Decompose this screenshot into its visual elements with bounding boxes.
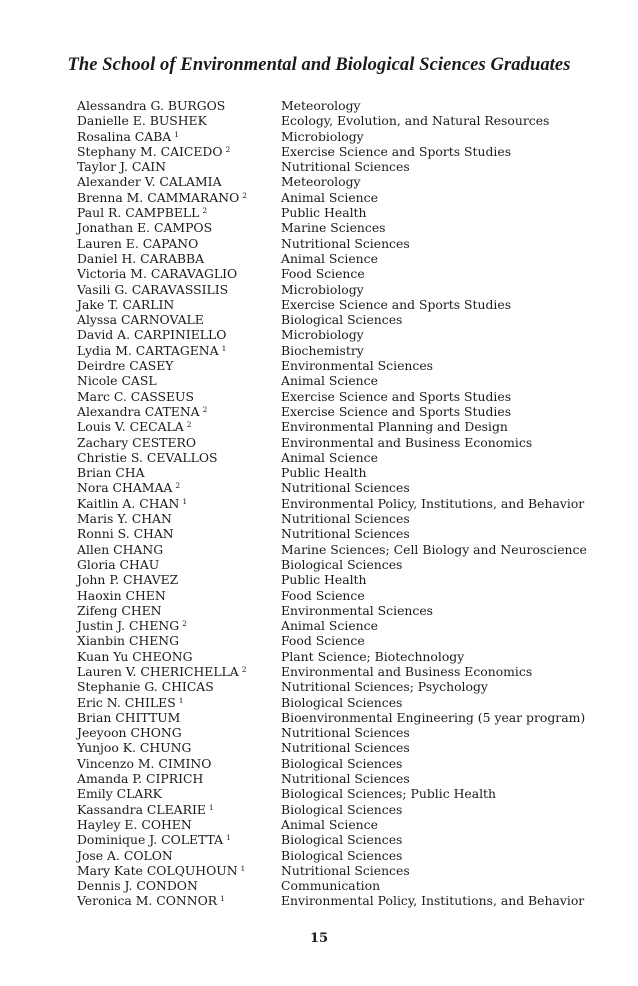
graduate-name-cell [77,725,281,740]
graduate-row [77,174,597,189]
footnote-marker: 1 [220,894,225,904]
graduate-row [77,618,597,633]
graduate-name: Yunjoo K. CHUNG [77,740,192,756]
graduate-name-cell [77,633,281,648]
graduate-major: Ecology, Evolution, and Natural Resources [281,113,550,129]
graduate-row [77,496,597,511]
graduate-row [77,511,597,526]
graduate-name: Maris Y. CHAN [77,511,172,527]
graduate-major: Meteorology [281,174,361,190]
graduate-row [77,817,597,832]
graduate-row [77,649,597,664]
graduate-name: Taylor J. CAIN [77,159,167,175]
graduate-name: Amanda P. CIPRICH [77,771,204,787]
graduate-name-cell [77,205,281,220]
graduate-row [77,220,597,235]
graduate-name-cell [77,878,281,893]
graduate-name: Nora CHAMAA [77,480,173,496]
graduate-name-cell [77,771,281,786]
graduate-name-cell [77,236,281,251]
graduate-row [77,266,597,281]
graduate-name-cell [77,297,281,312]
graduate-name-cell [77,863,281,878]
graduate-major: Meteorology [281,98,361,113]
graduate-row [77,312,597,327]
graduate-row [77,786,597,801]
footnote-marker: 1 [174,129,180,139]
graduate-name-cell [77,511,281,526]
footnote-marker: 2 [202,206,208,216]
graduate-name-cell [77,557,281,572]
graduate-major: Biological Sciences [281,847,403,863]
graduate-row [77,572,597,587]
graduate-name: Brian CHA [77,465,145,481]
graduate-row [77,740,597,755]
graduate-name: Xianbin CHENG [77,633,180,649]
graduate-major: Animal Science [281,816,378,832]
graduate-name-cell [77,786,281,801]
graduate-name: Kaitlin A. CHAN [77,495,180,511]
graduate-major: Biological Sciences [281,832,403,848]
footnote-marker: 1 [178,695,184,705]
graduate-name: Gloria CHAU [77,556,160,572]
graduate-name: Veronica M. CONNOR [77,893,218,909]
graduate-row [77,710,597,725]
graduate-name-cell [77,893,281,908]
graduate-row [77,373,597,388]
graduate-major: Environmental Sciences [281,602,434,618]
graduate-name: Danielle E. BUSHEK [77,113,207,129]
graduate-major: Animal Science [281,189,378,205]
graduate-name: Hayley E. COHEN [77,816,192,832]
graduate-row [77,144,597,159]
graduate-name-cell [77,129,281,144]
graduate-name: Eric N. CHILES [77,694,176,710]
graduate-name: Alessandra G. BURGOS [77,98,226,113]
graduate-row [77,725,597,740]
graduate-name: Rosalina CABA [77,128,172,144]
graduate-row [77,297,597,312]
graduate-major: Environmental and Business Economics [281,434,533,450]
graduate-name-cell [77,756,281,771]
graduate-name: John P. CHAVEZ [77,572,179,588]
graduate-name: Allen CHANG [77,541,164,557]
graduate-name: Brian CHITTUM [77,709,181,725]
graduate-name: Kuan Yu CHEONG [77,648,193,664]
graduate-major: Nutritional Sciences [281,862,410,878]
graduate-name-cell [77,526,281,541]
graduate-major: Biological Sciences [281,312,403,328]
graduate-name-cell [77,327,281,342]
graduate-major: Environmental and Business Economics [281,663,533,679]
graduate-major: Environmental Planning and Design [281,419,508,435]
graduate-major: Animal Science [281,618,378,634]
graduate-row [77,832,597,847]
graduate-name-cell [77,695,281,710]
page-number: 15 [309,931,329,946]
graduate-major: Food Science [281,587,365,603]
graduate-major: Exercise Science and Sports Studies [281,143,512,159]
graduate-name: Stephany M. CAICEDO [77,143,223,159]
graduate-name-cell [77,588,281,603]
graduate-row [77,756,597,771]
graduate-major: Nutritional Sciences [281,159,410,175]
graduate-name: Dominique J. COLETTA [77,832,224,848]
graduate-major: Exercise Science and Sports Studies [281,388,512,404]
graduate-name-cell [77,343,281,358]
graduate-name: Vincenzo M. CIMINO [77,755,212,771]
graduate-row [77,129,597,144]
graduate-name: Brenna M. CAMMARANO [77,189,240,205]
graduate-major: Microbiology [281,128,364,144]
graduate-major: Plant Science; Biotechnology [281,648,465,664]
graduate-name: Haoxin CHEN [77,587,166,603]
graduate-row [77,480,597,495]
graduate-major: Animal Science [281,449,378,465]
graduate-name: Jose A. COLON [77,847,173,863]
graduate-major: Biological Sciences [281,801,403,817]
graduate-name-cell [77,98,281,113]
graduate-name: Lauren V. CHERICHELLA [77,663,239,679]
graduate-major: Nutritional Sciences [281,511,410,527]
graduate-name: Ronni S. CHAN [77,526,174,542]
graduate-name: Dennis J. CONDON [77,878,198,894]
graduate-major: Nutritional Sciences [281,740,410,756]
graduate-name: Emily CLARK [77,786,162,802]
graduate-name: Jeeyoon CHONG [77,725,182,741]
graduate-major: Animal Science [281,250,378,266]
footnote-marker: 2 [175,481,181,491]
graduate-major: Communication [281,878,381,894]
graduate-name-cell [77,848,281,863]
footnote-marker: 1 [182,496,188,506]
graduate-name-cell [77,542,281,557]
graduate-major: Marine Sciences [281,220,386,236]
graduate-name-cell [77,404,281,419]
graduate-name: Stephanie G. CHICAS [77,679,214,695]
graduate-name: Jonathan E. CAMPOS [77,220,213,236]
graduate-name: Alexander V. CALAMIA [77,174,222,190]
graduate-major: Public Health [281,465,367,481]
graduate-name-cell [77,282,281,297]
graduate-row [77,205,597,220]
graduate-name-cell [77,618,281,633]
graduate-major: Biological Sciences [281,755,403,771]
graduate-row [77,664,597,679]
graduate-name-cell [77,496,281,511]
graduate-major: Nutritional Sciences [281,526,410,542]
graduate-row [77,343,597,358]
graduate-row [77,435,597,450]
graduate-row [77,236,597,251]
graduate-major: Animal Science [281,373,378,389]
graduate-name-cell [77,251,281,266]
graduate-name-cell [77,572,281,587]
graduate-name: Christie S. CEVALLOS [77,449,218,465]
graduate-row [77,802,597,817]
graduate-major: Environmental Policy, Institutions, and Behavior [281,495,585,511]
graduate-name-cell [77,266,281,281]
graduate-row [77,679,597,694]
graduate-major: Microbiology [281,327,364,343]
graduate-name-cell [77,190,281,205]
graduate-name: Alyssa CARNOVALE [77,312,204,328]
graduate-name: David A. CARPINIELLO [77,327,227,343]
graduate-name-cell [77,740,281,755]
graduate-name: Justin J. CHENG [77,618,180,634]
graduate-major: Nutritional Sciences [281,771,410,787]
footnote-marker: 2 [202,404,208,414]
graduate-name: Kassandra CLEARIE [77,801,206,817]
graduate-major: Exercise Science and Sports Studies [281,403,512,419]
graduate-name: Marc C. CASSEUS [77,388,194,404]
page-title: The School of Environmental and Biological Sciences Graduates [67,55,571,75]
graduate-major: Biological Sciences; Public Health [281,786,497,802]
graduate-name-cell [77,679,281,694]
footnote-marker: 2 [241,664,247,674]
graduate-row [77,526,597,541]
graduate-major: Marine Sciences; Cell Biology and Neuroscience [281,541,587,557]
graduate-major: Nutritional Sciences [281,725,410,741]
graduate-major: Environmental Policy, Institutions, and Behavior [281,893,585,909]
graduate-name: Zachary CESTERO [77,434,196,450]
graduate-row [77,542,597,557]
graduate-name-cell [77,649,281,664]
graduate-name-cell [77,465,281,480]
graduate-name-cell [77,312,281,327]
graduate-row [77,557,597,572]
graduate-name: Jake T. CARLIN [77,296,175,312]
graduate-major: Biological Sciences [281,694,403,710]
graduate-name-cell [77,373,281,388]
graduate-row [77,282,597,297]
graduate-name: Victoria M. CARAVAGLIO [77,266,238,282]
graduate-row [77,695,597,710]
graduate-name-cell [77,358,281,373]
graduate-name-cell [77,144,281,159]
graduate-major: Environmental Sciences [281,358,434,374]
graduate-major: Nutritional Sciences; Psychology [281,679,488,695]
graduate-name: Alexandra CATENA [77,403,200,419]
graduate-name: Louis V. CECALA [77,419,184,435]
graduate-row [77,190,597,205]
footnote-marker: 1 [240,863,246,873]
graduate-name-cell [77,220,281,235]
graduate-name: Deirdre CASEY [77,358,174,374]
footnote-marker: 1 [208,802,214,812]
graduate-major: Public Health [281,572,367,588]
graduate-name: Paul R. CAMPBELL [77,205,200,221]
graduate-name: Nicole CASL [77,373,157,389]
graduate-row [77,465,597,480]
graduate-row [77,633,597,648]
graduate-name-cell [77,159,281,174]
graduate-major: Bioenvironmental Engineering (5 year program) [281,709,586,725]
graduate-name: Vasili G. CARAVASSILIS [77,281,229,297]
graduate-row [77,389,597,404]
graduate-name-cell [77,664,281,679]
footnote-marker: 2 [242,190,248,200]
graduate-row [77,771,597,786]
graduate-name-cell [77,435,281,450]
graduate-row [77,159,597,174]
graduate-name-cell [77,802,281,817]
graduate-row [77,327,597,342]
graduate-row [77,358,597,373]
graduate-name-cell [77,832,281,847]
graduate-row [77,588,597,603]
graduate-name-cell [77,710,281,725]
graduate-row [77,419,597,434]
footnote-marker: 1 [221,343,227,353]
footnote-marker: 1 [226,833,231,843]
graduate-major: Exercise Science and Sports Studies [281,296,512,312]
graduate-name: Lydia M. CARTAGENA [77,342,219,358]
graduate-row [77,113,597,128]
graduate-name: Daniel H. CARABBA [77,250,205,266]
graduate-name-cell [77,603,281,618]
graduate-major: Nutritional Sciences [281,480,410,496]
graduate-name: Zifeng CHEN [77,602,162,618]
graduate-name: Lauren E. CAPANO [77,235,199,251]
graduate-row [77,251,597,266]
graduate-major: Public Health [281,205,367,221]
graduate-row [77,98,597,113]
graduate-name-cell [77,113,281,128]
footnote-marker: 2 [186,420,192,430]
footnote-marker: 2 [182,619,187,629]
graduate-major: Biochemistry [281,342,364,358]
footnote-marker: 2 [225,144,231,154]
graduate-name-cell [77,480,281,495]
graduate-row [77,450,597,465]
graduate-name-cell [77,817,281,832]
graduate-major: Microbiology [281,281,364,297]
graduate-row [77,878,597,893]
graduate-major: Biological Sciences [281,556,403,572]
graduate-name: Mary Kate COLQUHOUN [77,862,238,878]
graduate-name-cell [77,450,281,465]
graduate-name-cell [77,419,281,434]
graduate-row [77,603,597,618]
graduate-row [77,848,597,863]
graduate-major: Food Science [281,633,365,649]
graduate-name-cell [77,389,281,404]
graduate-major: Food Science [281,266,365,282]
graduate-row [77,404,597,419]
graduate-row [77,893,597,908]
graduate-row [77,863,597,878]
graduate-name-cell [77,174,281,189]
graduate-list [77,98,597,909]
graduate-major: Nutritional Sciences [281,235,410,251]
